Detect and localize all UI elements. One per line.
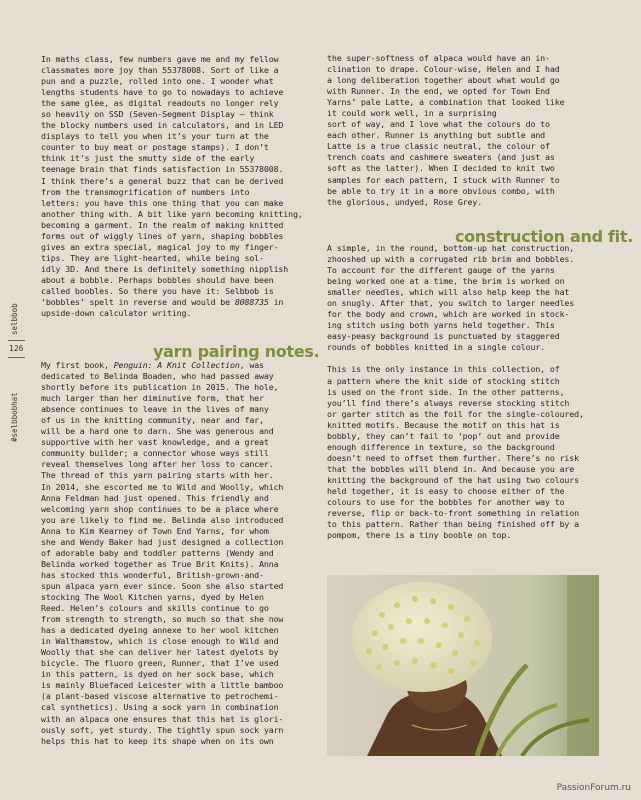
intro-column xyxy=(41,54,317,319)
intro-paragraph xyxy=(41,54,317,319)
construction-heading: construction and fit. xyxy=(455,227,633,246)
hat-photo xyxy=(327,575,599,756)
yarn-pairing-text: , was dedicated to Belinda Boaden, who had passed away shortly before its publication in 2015. The hole, much larger than her diminutive form, that her absence continues to leave in the lives of many of us in the knitting community, near and far, will be a hard one to darn. She was generous and supportive with her vast knowledge, and a great community builder; a connector whose ways still reveal themselves long after her loss to cancer. The thread of this yarn pairing starts with her. In 2014, she escorted me to Wild and Woolly, which Anna Feldman had just opened. This friendly and welcoming yarn shop continues to be a place where you are likely to find me. Belinda also introduced Anna to Kim Kearney of Town End Yarns, for whom she and Wendy Baker had just designed a collection of adorable baby and toddler patterns (Wendy and Belinda worked together as True Brit Knits). Anna has stocked this wonderful, British-grown-and- spun alpaca yarn ever since. Soon she also started stocking The Wool Kitchen yarns, dyed by Helen Reed. Helen’s colours and skills continue to go from strength to strength, so much so that she now has a dedicated dyeing annexe to her wool kitchen in Walthamstow, which is close enough to Wild and Woolly that she can deliver her latest dyelots by bicycle. The fluoro green, Runner, that I’ve used in this pattern, is dyed on her sock base, which is mainly Bluefaced Leicester with a little bamboo (a plant-based viscose alternative to petrochemi- cal synthetics). Using a sock yarn in combination with an alpaca one ensures that this hat is glori- ously soft, yet sturdy. The tightly spun sock yarn helps this hat to keep its shape when on its own xyxy=(41,360,284,746)
page-number: 126 xyxy=(9,344,24,353)
hat-photo-illustration xyxy=(327,575,599,756)
watermark: PassionForum.ru xyxy=(556,783,631,793)
intro-italic-number: 8088735 xyxy=(234,297,269,308)
intro-text-end: in upside-down calculator writing. xyxy=(41,297,284,319)
intro-text: In maths class, few numbers gave me and my fellow classmates more joy than 55378008. Sort of like a pun and a puzzle, rolled into one. I wonder what lengths students have to go to nowadays to achieve the same glee, as digital readouts no longer rely so heavily on SSD (Seven-Segment Display — think the blocky numbers used in calculators, and in LED displays to tell you when it’s your turn at the counter to buy meat or postage stamps). I don’t think it’s just the smutty side of the early teenage brain that finds satisfaction in 55378008. I think there’s a general buzz that can be derived from the transmogrification of numbers into letters: you have this one thing that you can make another thing with. A bit like yarn becoming knitting, becoming a garment. In the realm of making knitted forms out of wiggly lines of yarn, shaping bobbles gives an extra special, magical joy to my finger- tips. They are light-hearted, while being sol- idly 3D. And there is definitely something nipplish about a bobble. Perhaps bobbles should have been called boobles. So there you have it: Selbbob is ‘bobbles’ spelt in reverse and would be xyxy=(41,54,303,308)
yarn-pairing-start: My first book, xyxy=(41,360,114,370)
construction-column xyxy=(327,243,609,541)
book-title: Penguin: A Knit Collection xyxy=(113,360,240,370)
yarn-pairing-paragraph xyxy=(41,360,317,747)
yarn-pairing-heading: yarn pairing notes. xyxy=(153,342,320,361)
construction-paragraph-2: This is the only instance in this collection, of a pattern where the knit side of stocking stitch is used on the front side. In the other patterns, you’ll find there’s always reverse stocking stitch or garter stitch as the foil for the single-coloured, knitted motifs. Because the motif on this hat is bobbly, they can’t fail to ‘pop’ out and provide enough difference in texture, so the background doesn’t need to offset them further. There’s no risk that the bobbles will blend in. And because you are knitting the background of the hat using two colours held together, it is easy to choose either of the colours to use for the bobbles for another way to reverse, flip or back-to-front something in relation to this pattern. Rather than being finished off by a pompom, there is a tiny booble on top. xyxy=(327,364,584,541)
continued-paragraph: the super-softness of alpaca would have an in- clination to drape. Colour-wise, Helen and I had a long deliberation together about what would go with Runner. In the end, we opted for Town End Yarns’ pale Latte, a combination that looked like it could work well, in a surprising sort of way, and I love what the colours do to each other. Runner is anything but subtle and Latte is a true classic neutral, the colour of trench coats and cashmere sweaters (and just as soft as the latter). When I decided to knit two samples for each pattern, I stuck with Runner to be able to try it in a more obvious combo, with the glorious, undyed, Rose Grey. xyxy=(327,53,565,207)
continued-column xyxy=(327,53,609,208)
margin-rule-top xyxy=(8,340,25,341)
side-label: selbbob xyxy=(10,303,19,335)
yarn-pairing-column xyxy=(41,360,317,747)
margin-rule-bottom xyxy=(8,357,25,358)
construction-paragraph-1: A simple, in the round, bottom-up hat construction, zhooshed up with a corrugated rib brim and bobbles. To account for the different gauge of the yarns being worked one at a time, the brim is worked on smaller needles, which will also help keep the hat on snugly. After that, you switch to larger needles for the body and crown, which are worked in stock- ing stitch using both yarns held together. This easy-peasy background is punctuated by staggered rounds of bobbles knitted in a single colour. xyxy=(327,243,575,353)
hashtag-label: #selbbobhat xyxy=(10,392,19,442)
